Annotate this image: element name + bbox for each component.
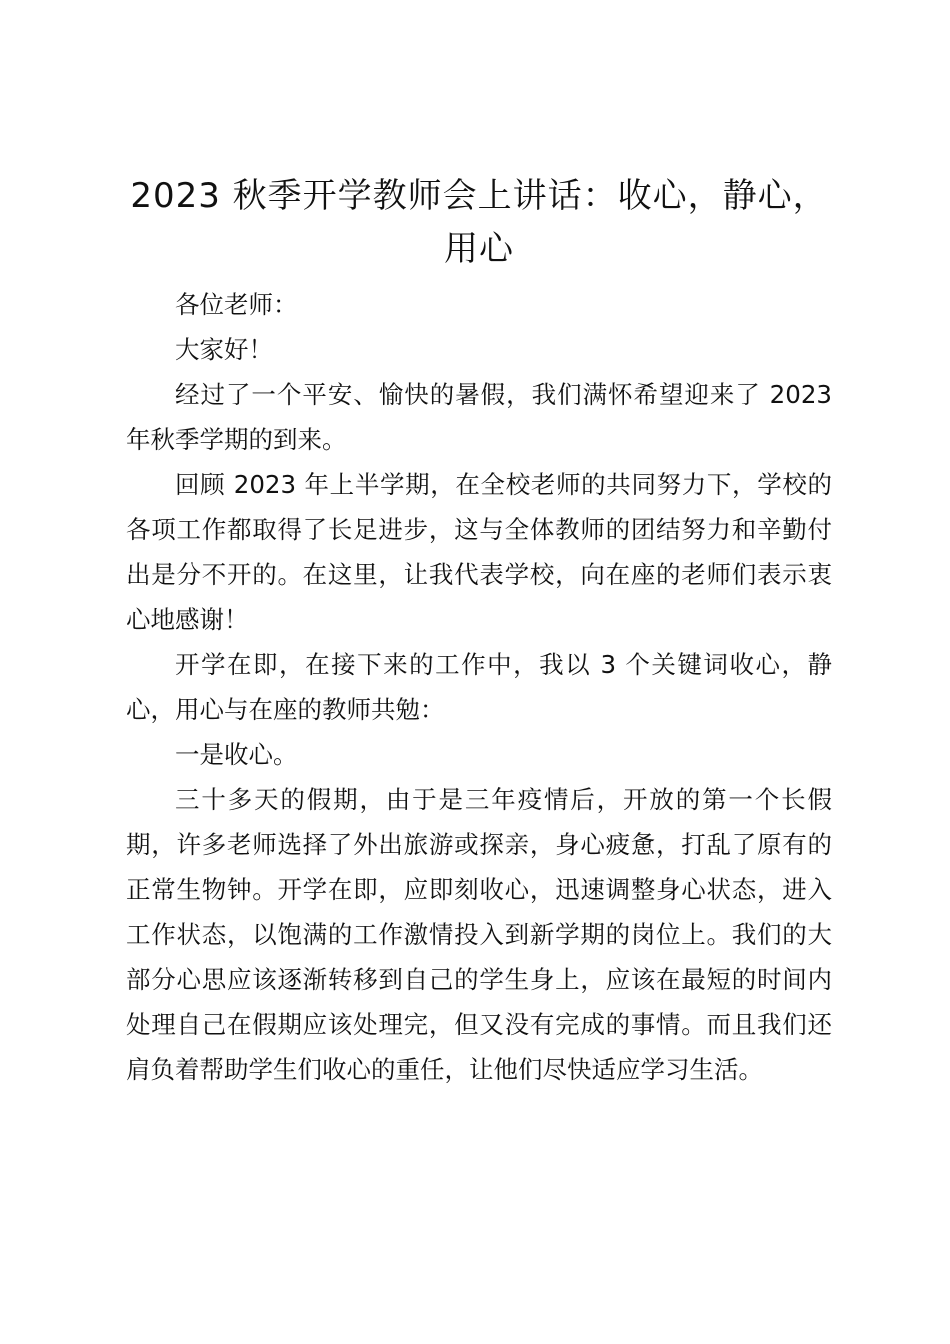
- paragraph-body-first: 三十多天的假期，由于是三年疫情后，开放的第一个长假期，许多老师选择了外出旅游或探亲，身心疲惫，打乱了原有的正常生物钟。开学在即，应即刻收心，迅速调整身心状态，进入工作状态，以饱满的工作激情投入到新学期的岗位上。我们的大部分心思应该逐渐转移到自己的学生身上，应该在最短的时间内处理自己在假期应该处理完，但又没有完成的事情。而且我们还肩负着帮助学生们收心的重任，让他们尽快适应学习生活。: [126, 785, 832, 1084]
- document-page: [126, 170, 832, 1092]
- paragraph-heading-first: 一是收心。: [175, 740, 298, 769]
- paragraph-keywords: 开学在即，在接下来的工作中，我以 3 个关键词收心，静心，用心与在座的教师共勉：: [126, 650, 832, 724]
- paragraph-greeting: 大家好！: [175, 335, 273, 364]
- document-title: 2023 秋季开学教师会上讲话：收心，静心，用心: [130, 176, 828, 269]
- paragraph-salutation: 各位老师：: [175, 290, 298, 319]
- paragraph-review: 回顾 2023 年上半学期，在全校老师的共同努力下，学校的各项工作都取得了长足进步，这与全体教师的团结努力和辛勤付出是分不开的。在这里，让我代表学校，向在座的老师们表示衷心地感谢！: [126, 470, 832, 634]
- paragraph-intro: 经过了一个平安、愉快的暑假，我们满怀希望迎来了 2023 年秋季学期的到来。: [126, 380, 832, 454]
